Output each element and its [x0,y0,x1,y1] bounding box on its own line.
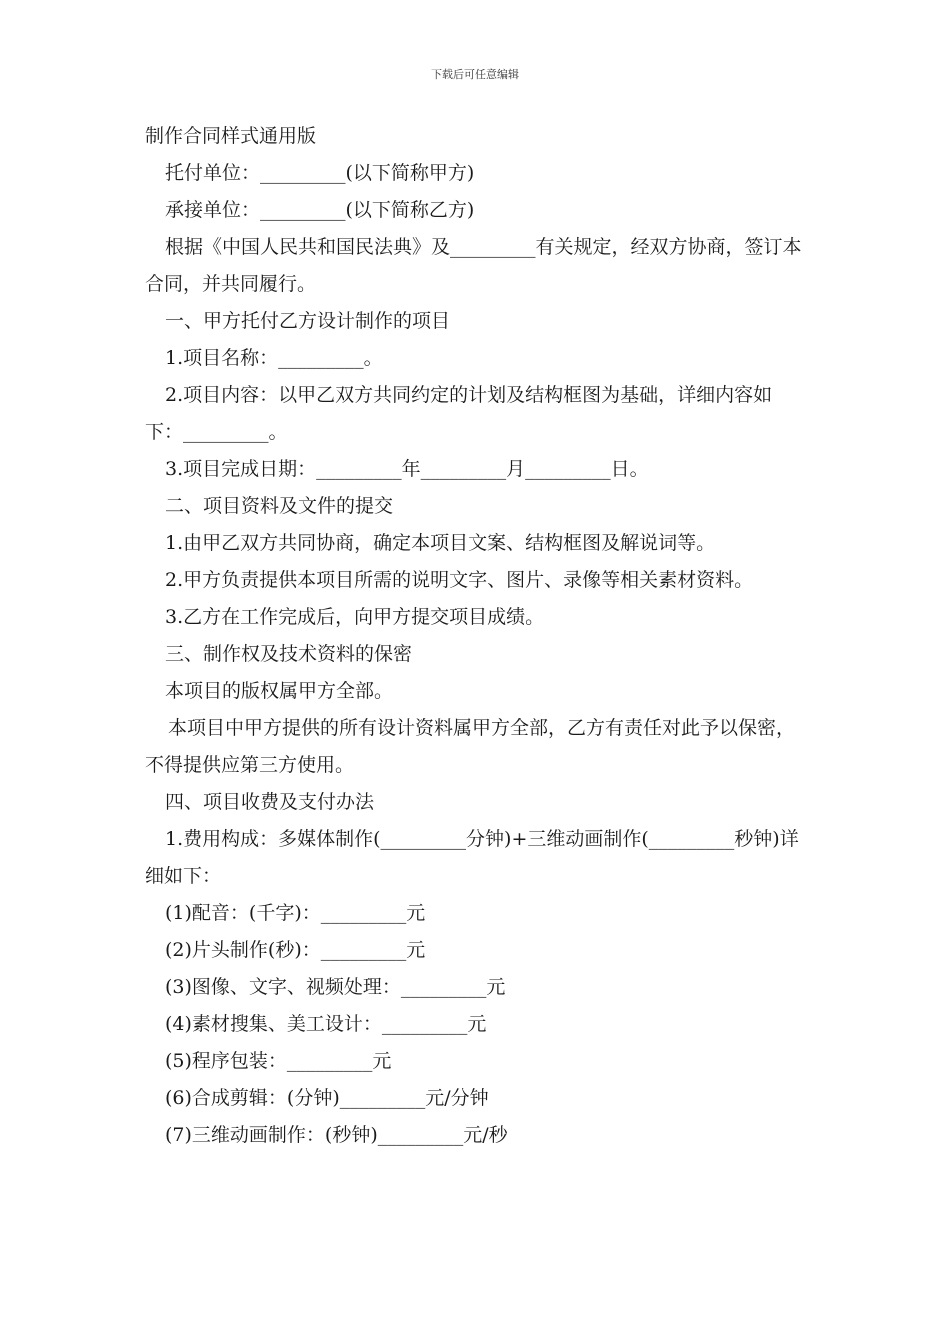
paragraph: 托付单位：_________(以下简称甲方) [165,162,475,184]
paragraph: 2.甲方负责提供本项目所需的说明文字、图片、录像等相关素材资料。 [165,569,754,591]
paragraph: 1.项目名称：_________。 [165,347,383,369]
fee-item: (6)合成剪辑：(分钟)_________元/分钟 [165,1087,489,1109]
fee-item: (5)程序包装：_________元 [165,1050,392,1072]
paragraph: 2.项目内容：以甲乙双方共同约定的计划及结构框图为基础，详细内容如下：_________。 [145,384,773,443]
paragraph: 3.项目完成日期：_________年_________月_________日。 [165,458,649,480]
page-header-note: 下载后可任意编辑 [431,68,519,81]
section-heading: 一、甲方托付乙方设计制作的项目 [165,310,451,332]
paragraph: 3.乙方在工作完成后，向甲方提交项目成绩。 [165,606,545,628]
paragraph: 本项目中甲方提供的所有设计资料属甲方全部，乙方有责任对此予以保密，不得提供应第三方使用。 [145,717,796,776]
paragraph: 承接单位：_________(以下简称乙方) [165,199,475,221]
section-heading: 三、制作权及技术资料的保密 [165,643,413,665]
fee-item: (1)配音：(千字)：_________元 [165,902,426,924]
fee-item: (3)图像、文字、视频处理：_________元 [165,976,506,998]
document-title: 制作合同样式通用版 [145,125,317,147]
paragraph: 本项目的版权属甲方全部。 [165,680,394,702]
fee-item: (2)片头制作(秒)：_________元 [165,939,426,961]
section-heading: 四、项目收费及支付办法 [165,791,375,813]
fee-item: (4)素材搜集、美工设计：_________元 [165,1013,487,1035]
section-heading: 二、项目资料及文件的提交 [165,495,394,517]
paragraph: 根据《中国人民共和国民法典》及_________有关规定，经双方协商，签订本合同，并共同履行。 [145,236,802,295]
paragraph: 1.费用构成：多媒体制作(_________分钟)+三维动画制作(_________秒钟)详细如下： [145,828,799,887]
fee-item: (7)三维动画制作：(秒钟)_________元/秒 [165,1124,508,1146]
contract-body [145,118,810,1154]
paragraph: 1.由甲乙双方共同协商，确定本项目文案、结构框图及解说词等。 [165,532,716,554]
